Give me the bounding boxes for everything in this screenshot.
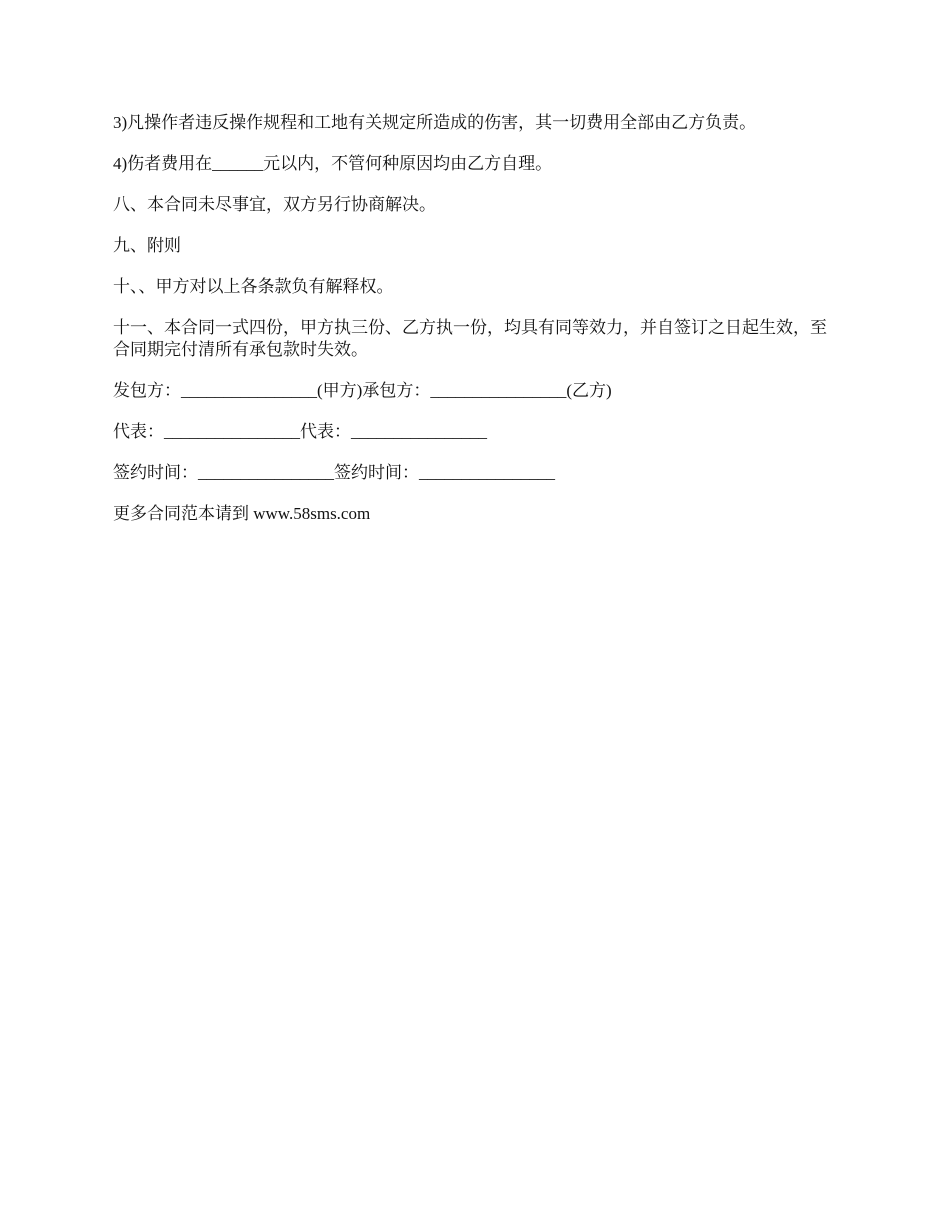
article-10-interpretation: 十、、甲方对以上各条款负有解释权。 (113, 277, 394, 296)
signature-representatives-line: 代表：________________代表：________________ (113, 422, 487, 441)
footer-more-templates: 更多合同范本请到 www.58sms.com (113, 504, 371, 523)
document-body (113, 112, 843, 544)
article-9-appendix: 九、附则 (113, 236, 181, 255)
article-11-copies-validity: 十一、本合同一式四份，甲方执三份、乙方执一份，均具有同等效力，并自签订之日起生效，至合同期完付清所有承包款时失效。 (113, 318, 827, 359)
article-8-unresolved-matters: 八、本合同未尽事宜，双方另行协商解决。 (113, 195, 436, 214)
signature-parties-line: 发包方：________________(甲方)承包方：________________(乙方) (113, 381, 612, 400)
signature-date-line: 签约时间：________________签约时间：________________ (113, 463, 555, 482)
clause-4-injury-limit: 4)伤者费用在______元以内，不管何种原因均由乙方自理。 (113, 154, 553, 173)
clause-3-injury-costs: 3)凡操作者违反操作规程和工地有关规定所造成的伤害，其一切费用全部由乙方负责。 (113, 113, 757, 132)
